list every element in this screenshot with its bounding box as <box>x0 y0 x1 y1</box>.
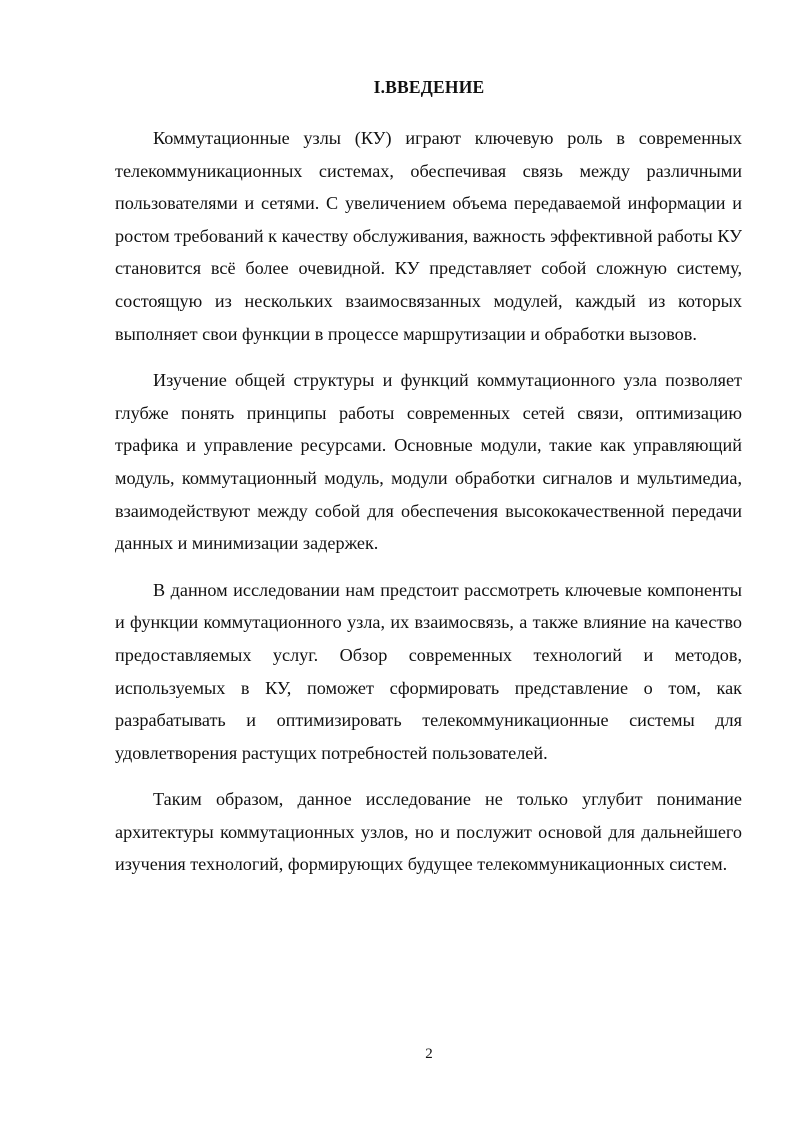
document-body <box>115 122 742 895</box>
paragraph-2: Изучение общей структуры и функций коммутационного узла позволяет глубже понять принципы работы современных сетей связи, оптимизацию трафика и управление ресурсами. Основные модули, такие как управляющий модуль, коммутационный модуль, модули обработки сигналов и мультимедиа, взаимодействуют между собой для обеспечения высококачественной передачи данных и минимизации задержек. <box>115 370 742 554</box>
paragraph-3: В данном исследовании нам предстоит рассмотреть ключевые компоненты и функции коммутационного узла, их взаимосвязь, а также влияние на качество предоставляемых услуг. Обзор современных технологий и методов, используемых в КУ, поможет сформировать представление о том, как разрабатывать и оптимизировать телекоммуникационные системы для удовлетворения растущих потребностей пользователей. <box>115 579 742 763</box>
paragraph-1: Коммутационные узлы (КУ) играют ключевую роль в современных телекоммуникационных системах, обеспечивая связь между различными пользователями и сетями. С увеличением объема передаваемой информации и ростом требований к качеству обслуживания, важность эффективной работы КУ становится всё более очевидной. КУ представляет собой сложную систему, состоящую из нескольких взаимосвязанных модулей, каждый из которых выполняет свои функции в процессе маршрутизации и обработки вызовов. <box>115 128 742 344</box>
paragraph-4: Таким образом, данное исследование не только углубит понимание архитектуры коммутационных узлов, но и послужит основой для дальнейшего изучения технологий, формирующих будущее телекоммуникационных систем. <box>115 789 742 875</box>
page-number: 2 <box>425 1046 433 1062</box>
section-heading: I.ВВЕДЕНИЕ <box>373 77 485 97</box>
